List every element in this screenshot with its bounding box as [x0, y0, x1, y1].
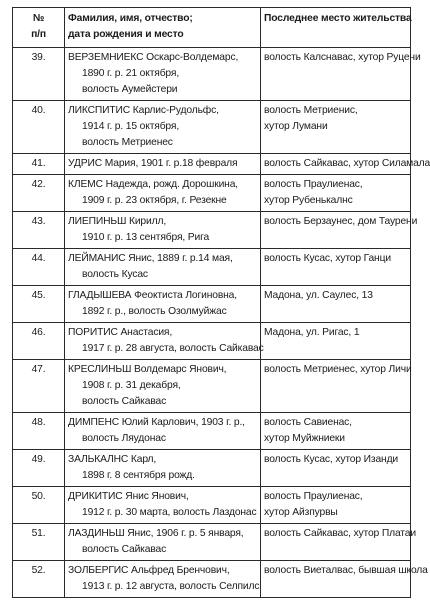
- last-residence-cell: [261, 561, 428, 598]
- last-residence-cell: [261, 175, 411, 212]
- row-number: 45.: [13, 286, 65, 323]
- person-name-birth-line: ЛЕЙМАНИС Янис, 1889 г. р.14 мая,: [68, 253, 233, 264]
- column-header-number: [13, 8, 65, 48]
- table-row: [13, 561, 411, 598]
- last-residence-line: волость Сайкавас, хутор Платаи: [264, 528, 416, 539]
- row-number: 51.: [13, 524, 65, 561]
- person-name-birth-line: ЛИКСПИТИС Карлис-Рудольфс,: [68, 105, 219, 116]
- person-name-birth-line: ПОРИТИС Анастасия,: [68, 327, 173, 338]
- person-name-birth-line: ЛИЕПИНЬШ Кирилл,: [68, 216, 167, 227]
- person-name-birth-line: 1913 г. р. 12 августа, волость Селпилс: [82, 581, 260, 592]
- last-residence-line: волость Праулиенас,: [264, 179, 363, 190]
- table-row: [13, 487, 411, 524]
- person-name-birth-line: 1914 г. р. 15 октября,: [82, 121, 180, 132]
- person-name-birth-line: 1912 г. р. 30 марта, волость Лаздонас: [82, 507, 257, 518]
- header-number-line-1: №: [32, 13, 45, 24]
- last-residence-cell: [261, 286, 411, 323]
- person-name-birth-cell: [65, 524, 261, 561]
- last-residence-cell: [261, 212, 418, 249]
- header-name-line-1: Фамилия, имя, отчество;: [68, 13, 193, 24]
- last-residence-cell: [261, 323, 411, 360]
- person-name-birth-cell: [65, 48, 261, 101]
- person-name-birth-line: ЗОЛБЕРГИС Альфред Бренчович,: [68, 565, 230, 576]
- table-row: [13, 212, 411, 249]
- last-residence-line: Мадона, ул. Ригас, 1: [264, 327, 360, 338]
- column-header-name: [65, 8, 261, 48]
- last-residence-cell: [261, 360, 411, 413]
- last-residence-line: хутор Рубенькалнс: [264, 195, 353, 206]
- person-name-birth-line: ГЛАДЫШЕВА Феоктиста Логиновна,: [68, 290, 237, 301]
- person-name-birth-cell: [65, 175, 261, 212]
- row-number: 40.: [13, 101, 65, 154]
- last-residence-line: волость Кусас, хутор Изанди: [264, 454, 399, 465]
- row-number: 46.: [13, 323, 65, 360]
- person-name-birth-cell: [65, 249, 261, 286]
- person-name-birth-cell: [65, 323, 264, 360]
- last-residence-line: хутор Айзпурвы: [264, 507, 338, 518]
- table-row: [13, 249, 411, 286]
- row-number: 41.: [13, 154, 65, 175]
- person-name-birth-line: КЛЕМС Надежда, рожд. Дорошкина,: [68, 179, 238, 190]
- person-name-birth-cell: [65, 212, 261, 249]
- row-number: 47.: [13, 360, 65, 413]
- person-name-birth-line: 1890 г. р. 21 октября,: [82, 68, 180, 79]
- last-residence-cell: [261, 524, 416, 561]
- person-name-birth-cell: [65, 487, 261, 524]
- row-number: 49.: [13, 450, 65, 487]
- person-name-birth-cell: [65, 450, 261, 487]
- table-row: [13, 413, 411, 450]
- last-residence-line: волость Калснавас, хутор Руцени: [264, 52, 421, 63]
- row-number: 42.: [13, 175, 65, 212]
- person-name-birth-cell: [65, 286, 261, 323]
- person-name-birth-cell: [65, 154, 261, 175]
- header-place: Последнее место жительства: [264, 13, 412, 24]
- person-name-birth-line: 1909 г. р. 23 октября, г. Резекне: [82, 195, 227, 206]
- last-residence-cell: [261, 249, 411, 286]
- last-residence-cell: [261, 450, 411, 487]
- last-residence-cell: [261, 413, 411, 450]
- table-row: [13, 450, 411, 487]
- last-residence-line: хутор Муйжниеки: [264, 433, 345, 444]
- row-number: 50.: [13, 487, 65, 524]
- person-name-birth-line: волость Сайкавас: [82, 396, 167, 407]
- person-name-birth-cell: [65, 101, 261, 154]
- table-row: [13, 323, 411, 360]
- person-name-birth-line: ДРИКИТИС Янис Янович,: [68, 491, 189, 502]
- row-number: 48.: [13, 413, 65, 450]
- last-residence-line: волость Виеталвас, бывшая школа: [264, 565, 428, 576]
- table-row: [13, 286, 411, 323]
- row-number: 44.: [13, 249, 65, 286]
- person-name-birth-line: 1917 г. р. 28 августа, волость Сайкавас: [82, 343, 264, 354]
- row-number: 39.: [13, 48, 65, 101]
- last-residence-line: волость Метриенес, хутор Личи: [264, 364, 412, 375]
- person-name-birth-line: волость Ляудонас: [82, 433, 166, 444]
- last-residence-line: Мадона, ул. Саулес, 13: [264, 290, 373, 301]
- table-body: [13, 48, 430, 598]
- person-name-birth-cell: [65, 360, 261, 413]
- row-number: 43.: [13, 212, 65, 249]
- person-name-birth-line: 1910 г. р. 13 сентября, Рига: [82, 232, 210, 243]
- person-name-birth-line: ЛАЗДИНЬШ Янис, 1906 г. р. 5 января,: [68, 528, 244, 539]
- last-residence-line: волость Савиенас,: [264, 417, 352, 428]
- person-name-birth-line: ДИМПЕНС Юлий Карлович, 1903 г. р.,: [68, 417, 245, 428]
- victims-register-table: [12, 7, 430, 598]
- table-header-row: [13, 8, 411, 48]
- person-name-birth-line: 1908 г. р. 31 декабря,: [82, 380, 181, 391]
- person-name-birth-line: УДРИС Мария, 1901 г. р.18 февраля: [68, 158, 238, 169]
- person-name-birth-line: КРЕСЛИНЬШ Волдемарс Янович,: [68, 364, 227, 375]
- last-residence-line: волость Метриенис,: [264, 105, 358, 116]
- last-residence-line: хутор Лумани: [264, 121, 328, 132]
- last-residence-line: волость Кусас, хутор Ганци: [264, 253, 391, 264]
- person-name-birth-line: волость Аумейстери: [82, 84, 178, 95]
- row-number: 52.: [13, 561, 65, 598]
- last-residence-line: волость Берзаунес, дом Таурени: [264, 216, 418, 227]
- column-header-last-residence: [261, 8, 411, 48]
- table-row: [13, 48, 411, 101]
- header-name-line-2: дата рождения и место: [68, 29, 184, 40]
- person-name-birth-cell: [65, 413, 261, 450]
- person-name-birth-line: волость Метриенес: [82, 137, 173, 148]
- table-row: [13, 101, 411, 154]
- person-name-birth-line: волость Кусас: [82, 269, 148, 280]
- last-residence-cell: [261, 154, 430, 175]
- table-row: [13, 360, 411, 413]
- person-name-birth-line: ЗАЛЬКАЛНС Карл,: [68, 454, 157, 465]
- person-name-birth-line: 1892 г. р., волость Озолмуйжас: [82, 306, 227, 317]
- header-number-line-2: п/п: [31, 29, 46, 40]
- person-name-birth-cell: [65, 561, 261, 598]
- last-residence-cell: [261, 48, 421, 101]
- last-residence-line: волость Сайкавас, хутор Силамала: [264, 158, 430, 169]
- last-residence-cell: [261, 101, 411, 154]
- last-residence-cell: [261, 487, 411, 524]
- person-name-birth-line: волость Сайкавас: [82, 544, 167, 555]
- person-name-birth-line: 1898 г. 8 сентября рожд.: [82, 470, 195, 481]
- last-residence-line: волость Праулиенас,: [264, 491, 363, 502]
- table-row: [13, 154, 411, 175]
- table-row: [13, 175, 411, 212]
- person-name-birth-line: ВЕРЗЕМНИЕКС Оскарс-Волдемарс,: [68, 52, 239, 63]
- table-row: [13, 524, 411, 561]
